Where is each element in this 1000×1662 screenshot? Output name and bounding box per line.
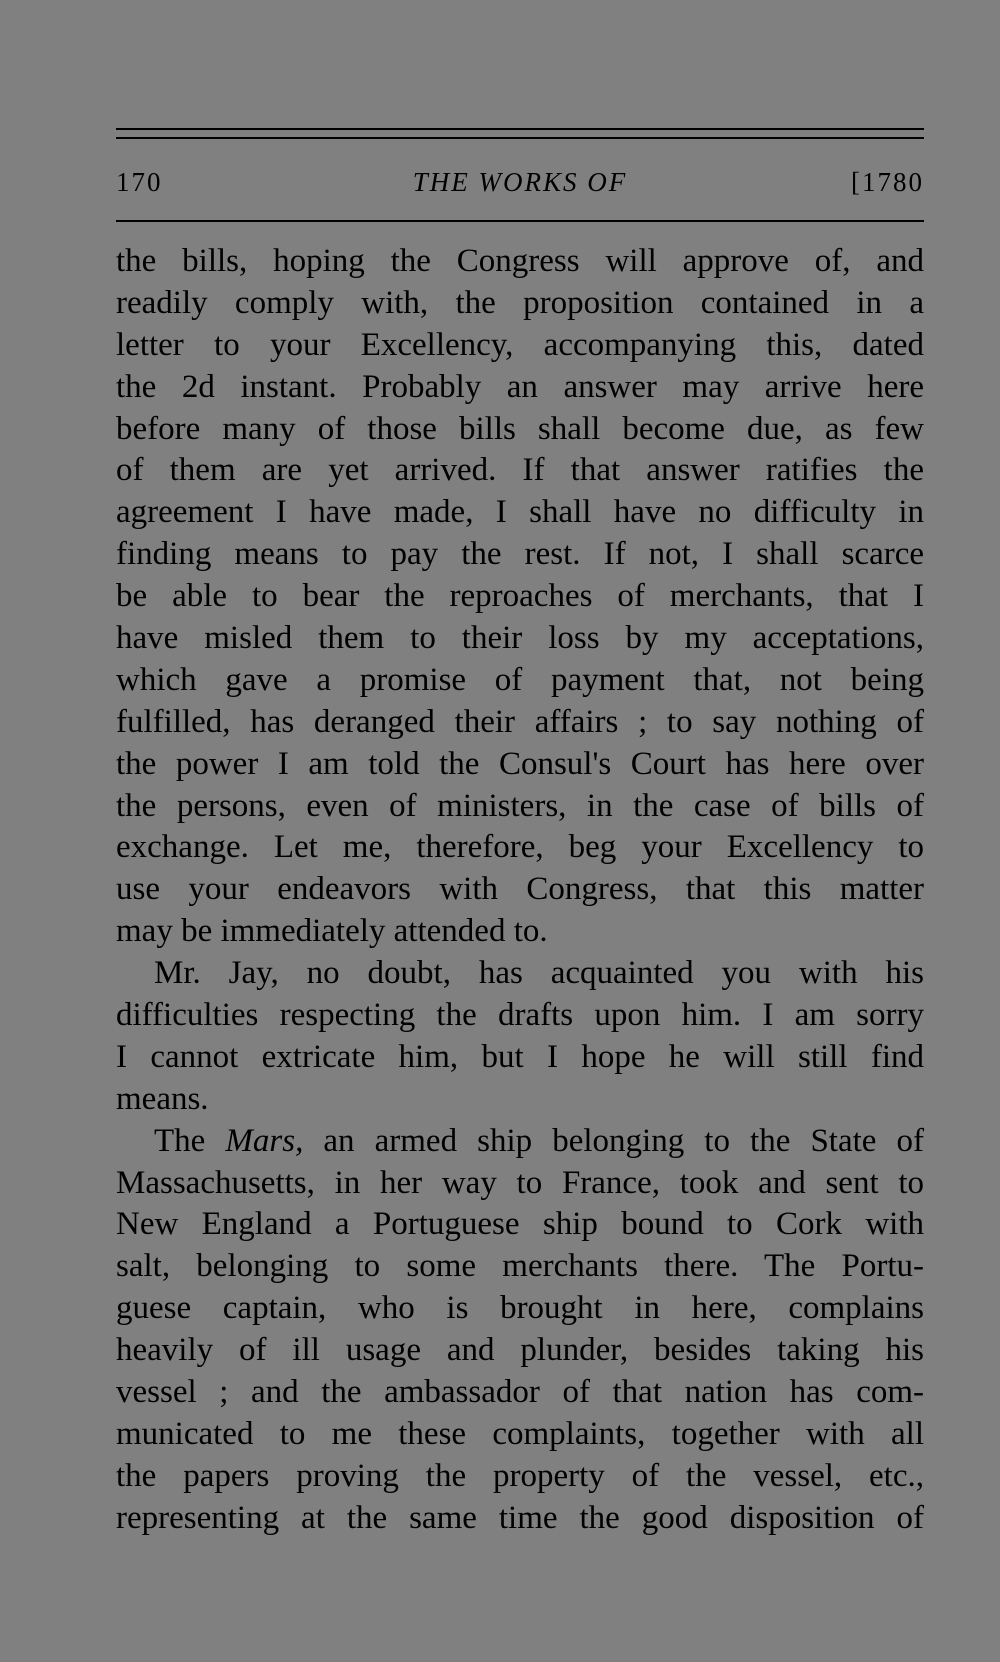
text-line: agreement I have made, I shall have no difficulty in <box>116 494 924 531</box>
text-line: before many of those bills shall become due, as few <box>116 410 924 447</box>
text-line: of them are yet arrived. If that answer ratifies the <box>116 452 924 489</box>
body-text <box>116 241 924 1540</box>
text-line: readily comply with, the proposition contained in a <box>116 284 924 321</box>
ship-name: Mars, <box>225 1122 304 1159</box>
text-fragment: The <box>154 1122 226 1159</box>
text-line: representing at the same time the good disposition of <box>116 1499 924 1536</box>
text-line: the persons, even of ministers, in the case of bills of <box>116 787 924 824</box>
text-line: be able to bear the reproaches of merchants, that I <box>116 578 924 615</box>
text-line: salt, belonging to some merchants there. The Portu- <box>116 1248 924 1285</box>
text-line: fulfilled, has deranged their affairs ; to say nothing of <box>116 703 924 740</box>
text-line: Massachusetts, in her way to France, took and sent to <box>116 1164 924 1201</box>
text-line: heavily of ill usage and plunder, besides taking his <box>116 1332 924 1369</box>
text-line: the power I am told the Consul's Court has here over <box>116 745 924 782</box>
text-line: means. <box>116 1080 209 1117</box>
text-line: have misled them to their loss by my acceptations, <box>116 620 924 657</box>
text-line: New England a Portuguese ship bound to Cork with <box>116 1206 924 1243</box>
text-line: guese captain, who is brought in here, complains <box>116 1290 924 1327</box>
text-line: letter to your Excellency, accompanying this, dated <box>116 326 924 363</box>
text-line: vessel ; and the ambassador of that nation has com- <box>116 1374 924 1411</box>
text-line: the papers proving the property of the vessel, etc., <box>116 1457 924 1494</box>
header-bottom-rule <box>116 220 924 222</box>
header-top-rule <box>116 128 924 130</box>
text-line: finding means to pay the rest. If not, I shall scarce <box>116 536 924 573</box>
text-line: difficulties respecting the drafts upon him. I am sorry <box>116 997 924 1034</box>
text-line: which gave a promise of payment that, not being <box>116 661 924 698</box>
text-line: municated to me these complaints, together with all <box>116 1415 924 1452</box>
text-line <box>116 1121 924 1163</box>
text-line: I cannot extricate him, but I hope he will still find <box>116 1038 924 1075</box>
text-line: exchange. Let me, therefore, beg your Excellency to <box>116 829 924 866</box>
running-head <box>116 162 924 202</box>
page-number: 170 <box>116 167 163 197</box>
running-year: [1780 <box>851 167 924 197</box>
text-line: may be immediately attended to. <box>116 913 548 950</box>
text-line: Mr. Jay, no doubt, has acquainted you with his <box>154 955 924 992</box>
text-line: the bills, hoping the Congress will approve of, and <box>116 243 924 279</box>
text-fragment: an armed ship belonging to the State of <box>303 1122 924 1159</box>
running-title: THE WORKS OF <box>412 167 628 197</box>
text-line: the 2d instant. Probably an answer may arrive here <box>116 368 924 405</box>
header-top-rule-inner <box>116 137 924 139</box>
text-line: use your endeavors with Congress, that this matter <box>116 871 924 908</box>
